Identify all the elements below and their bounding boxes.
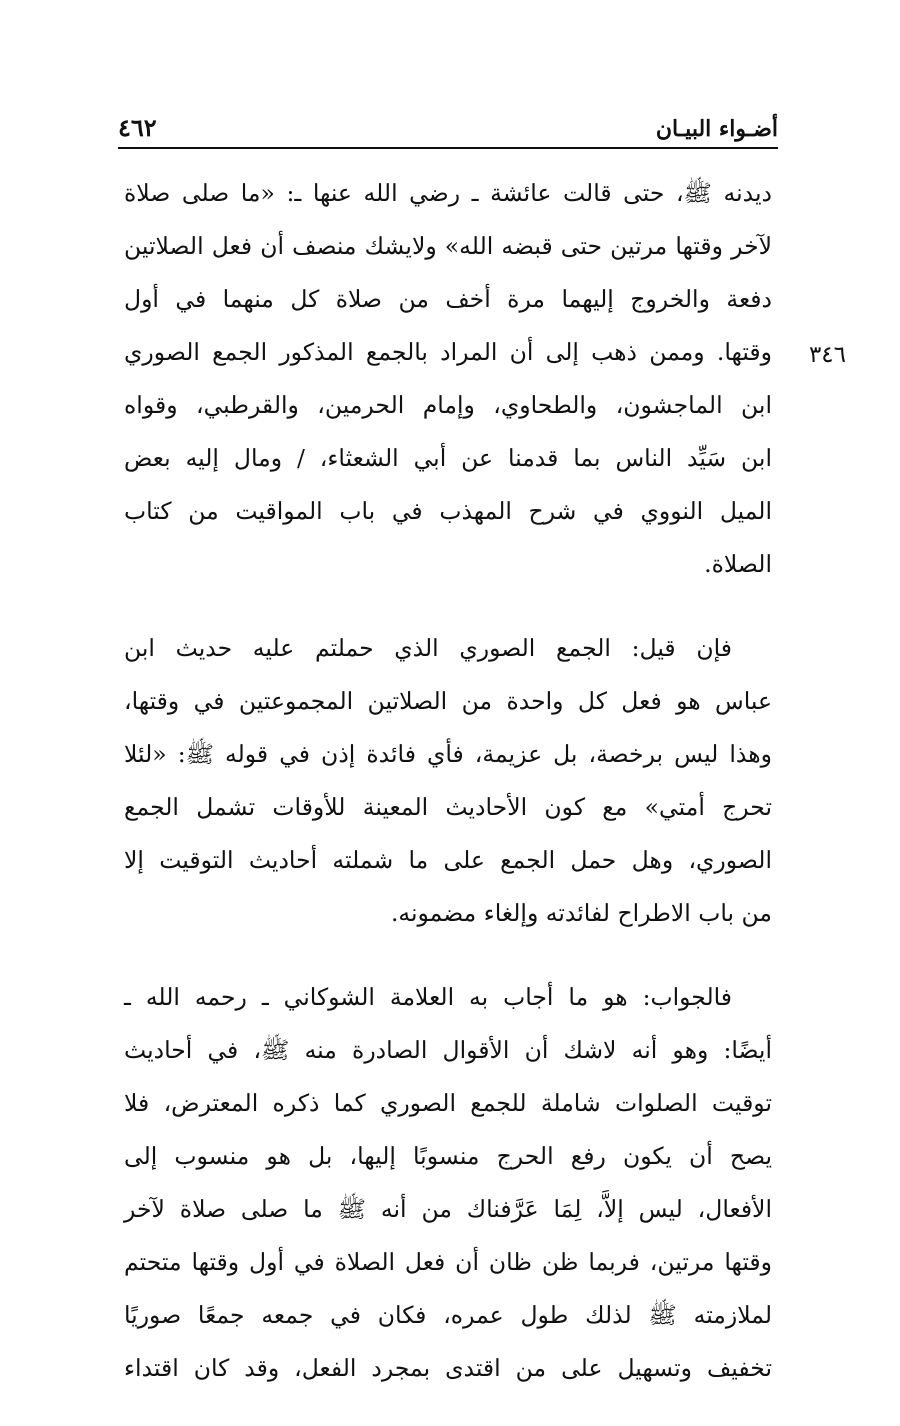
text-line: لملازمته ﷺ لذلك طول عمره، فكان في جمعه جمعًا صوريًا (124, 1301, 772, 1329)
text-line: وقتها مرتين، فربما ظن ظان أن فعل الصلاة في أول وقتها متحتم (124, 1248, 772, 1276)
text-line: الأفعال، ليس إلاَّ، لِمَا عَرَّفناك من أنه ﷺ ما صلى صلاة لآخر (124, 1195, 772, 1223)
text-line: ابن الماجشون، والطحاوي، وإمام الحرمين، والقرطبي، وقواه (124, 391, 772, 419)
text-line: الصلاة. (704, 550, 772, 578)
paragraph-1 (124, 167, 772, 591)
text-line: يصح أن يكون رفع الحرج منسوبًا إليها، بل هو منسوب إلى (124, 1142, 772, 1170)
text-line: فإن قيل: الجمع الصوري الذي حملتم عليه حديث ابن (124, 634, 732, 662)
margin-page-marker: ٣٤٦ (808, 342, 846, 368)
text-line: توقيت الصلوات شاملة للجمع الصوري كما ذكره المعترض، فلا (124, 1089, 772, 1117)
page-number: ٤٦٢ (118, 113, 157, 142)
text-line: من باب الاطراح لفائدته وإلغاء مضمونه. (390, 899, 772, 927)
text-line: تحرج أمتي» مع كون الأحاديث المعينة للأوقات تشمل الجمع (124, 793, 772, 821)
text-line: أيضًا: وهو أنه لاشك أن الأقوال الصادرة منه ﷺ، في أحاديث (124, 1036, 772, 1064)
book-title: أضـواء البيـان (655, 116, 778, 142)
text-line: فالجواب: هو ما أجاب به العلامة الشوكاني ـ رحمه الله ـ (124, 983, 732, 1011)
text-line: وقتها. وممن ذهب إلى أن المراد بالجمع المذكور الجمع الصوري (124, 338, 772, 366)
running-header (118, 108, 778, 142)
text-line: وهذا ليس برخصة، بل عزيمة، فأي فائدة إذن في قوله ﷺ: «لئلا (124, 740, 772, 768)
text-line: دفعة والخروج إليهما مرة أخف من صلاة كل منهما في أول (124, 285, 772, 313)
paragraph-3 (124, 971, 772, 1395)
paragraph-2 (124, 622, 772, 940)
header-rule (118, 147, 778, 149)
text-line: لآخر وقتها مرتين حتى قبضه الله» ولايشك منصف أن فعل الصلاتين (124, 232, 772, 260)
text-line: ابن سَيِّد الناس بما قدمنا عن أبي الشعثاء، / ومال إليه بعض (124, 444, 772, 472)
text-line: تخفيف وتسهيل على من اقتدى بمجرد الفعل، وقد كان اقتداء (124, 1354, 772, 1382)
text-line: الصوري، وهل حمل الجمع على ما شملته أحاديث التوقيت إلا (124, 846, 772, 874)
text-line: ديدنه ﷺ، حتى قالت عائشة ـ رضي الله عنها ـ: «ما صلى صلاة (124, 179, 772, 207)
body-text (124, 167, 772, 1426)
text-line: عباس هو فعل كل واحدة من الصلاتين المجموعتين في وقتها، (124, 687, 772, 715)
text-line: الميل النووي في شرح المهذب في باب المواقيت من كتاب (124, 497, 772, 525)
